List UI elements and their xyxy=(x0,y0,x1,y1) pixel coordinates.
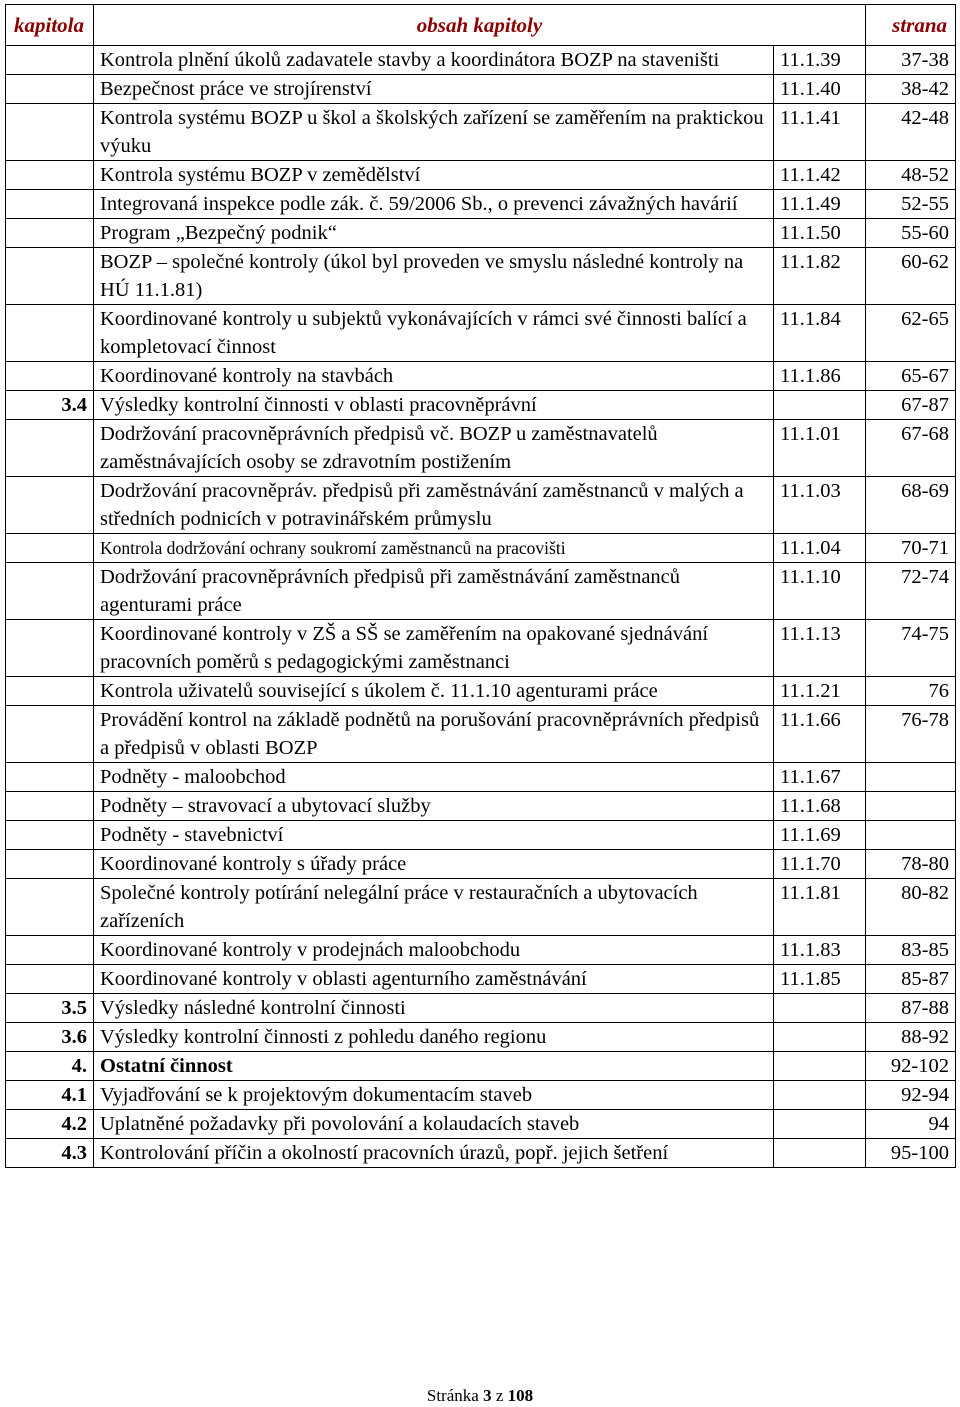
toc-row xyxy=(6,161,956,190)
page-range: 72-74 xyxy=(866,563,956,620)
task-code xyxy=(774,1081,866,1110)
toc-row xyxy=(6,1023,956,1052)
chapter-number xyxy=(6,190,94,219)
page-range: 88-92 xyxy=(866,1023,956,1052)
toc-row xyxy=(6,1052,956,1081)
toc-row xyxy=(6,965,956,994)
chapter-number: 4.2 xyxy=(6,1110,94,1139)
page-range: 60-62 xyxy=(866,248,956,305)
chapter-title: Bezpečnost práce ve strojírenství xyxy=(94,75,774,104)
chapter-number: 3.5 xyxy=(6,994,94,1023)
chapter-title: Koordinované kontroly v prodejnách maloobchodu xyxy=(94,936,774,965)
toc-row xyxy=(6,305,956,362)
toc-row xyxy=(6,391,956,420)
page-range: 94 xyxy=(866,1110,956,1139)
chapter-number xyxy=(6,677,94,706)
footer-mid: z xyxy=(495,1386,504,1405)
header-kapitola: kapitola xyxy=(6,5,94,46)
task-code: 11.1.68 xyxy=(774,792,866,821)
task-code: 11.1.50 xyxy=(774,219,866,248)
task-code xyxy=(774,1052,866,1081)
chapter-title: Kontrola systému BOZP v zemědělství xyxy=(94,161,774,190)
task-code: 11.1.86 xyxy=(774,362,866,391)
task-code: 11.1.82 xyxy=(774,248,866,305)
task-code: 11.1.83 xyxy=(774,936,866,965)
page-range: 74-75 xyxy=(866,620,956,677)
task-code: 11.1.03 xyxy=(774,477,866,534)
chapter-title: Kontrola uživatelů související s úkolem č. 11.1.10 agenturami práce xyxy=(94,677,774,706)
page-range: 85-87 xyxy=(866,965,956,994)
chapter-number xyxy=(6,936,94,965)
chapter-number: 4.1 xyxy=(6,1081,94,1110)
page-range: 38-42 xyxy=(866,75,956,104)
table-of-contents xyxy=(5,4,956,1168)
page-range: 67-87 xyxy=(866,391,956,420)
chapter-title: Koordinované kontroly s úřady práce xyxy=(94,850,774,879)
page-range: 83-85 xyxy=(866,936,956,965)
task-code: 11.1.42 xyxy=(774,161,866,190)
toc-row xyxy=(6,104,956,161)
page-range: 42-48 xyxy=(866,104,956,161)
page-range: 55-60 xyxy=(866,219,956,248)
toc-row xyxy=(6,677,956,706)
chapter-number: 3.6 xyxy=(6,1023,94,1052)
task-code: 11.1.49 xyxy=(774,190,866,219)
task-code: 11.1.21 xyxy=(774,677,866,706)
toc-row xyxy=(6,763,956,792)
chapter-title: Ostatní činnost xyxy=(94,1052,774,1081)
toc-row xyxy=(6,879,956,936)
chapter-number xyxy=(6,763,94,792)
page-range: 80-82 xyxy=(866,879,956,936)
task-code: 11.1.01 xyxy=(774,420,866,477)
footer-page-number: 3 xyxy=(483,1386,492,1405)
page-range xyxy=(866,763,956,792)
task-code xyxy=(774,994,866,1023)
chapter-number xyxy=(6,965,94,994)
chapter-title: BOZP – společné kontroly (úkol byl proveden ve smyslu následné kontroly na HÚ 11.1.81) xyxy=(94,248,774,305)
chapter-title: Koordinované kontroly v oblasti agenturního zaměstnávání xyxy=(94,965,774,994)
toc-row xyxy=(6,534,956,563)
chapter-title: Podněty - maloobchod xyxy=(94,763,774,792)
page-range: 52-55 xyxy=(866,190,956,219)
toc-row xyxy=(6,792,956,821)
page-range: 65-67 xyxy=(866,362,956,391)
toc-row xyxy=(6,620,956,677)
toc-row xyxy=(6,821,956,850)
toc-row xyxy=(6,994,956,1023)
chapter-number xyxy=(6,219,94,248)
footer-total-pages: 108 xyxy=(507,1386,534,1405)
page-range: 87-88 xyxy=(866,994,956,1023)
page-range: 92-102 xyxy=(866,1052,956,1081)
toc-row xyxy=(6,1139,956,1168)
toc-row xyxy=(6,1110,956,1139)
chapter-number: 4. xyxy=(6,1052,94,1081)
toc-row xyxy=(6,190,956,219)
footer-prefix: Stránka xyxy=(426,1386,479,1405)
chapter-number: 4.3 xyxy=(6,1139,94,1168)
task-code: 11.1.41 xyxy=(774,104,866,161)
page-range: 70-71 xyxy=(866,534,956,563)
chapter-title: Dodržování pracovněprávních předpisů vč. BOZP u zaměstnavatelů zaměstnávajících osoby se zdravotním postižením xyxy=(94,420,774,477)
task-code: 11.1.70 xyxy=(774,850,866,879)
task-code: 11.1.04 xyxy=(774,534,866,563)
header-obsah: obsah kapitoly xyxy=(94,5,866,46)
chapter-number xyxy=(6,104,94,161)
chapter-number xyxy=(6,879,94,936)
chapter-number xyxy=(6,477,94,534)
page-range: 37-38 xyxy=(866,46,956,75)
chapter-number xyxy=(6,248,94,305)
toc-row xyxy=(6,75,956,104)
toc-row xyxy=(6,362,956,391)
toc-row xyxy=(6,248,956,305)
chapter-title: Koordinované kontroly na stavbách xyxy=(94,362,774,391)
chapter-title: Podněty – stravovací a ubytovací služby xyxy=(94,792,774,821)
page-range: 76 xyxy=(866,677,956,706)
chapter-title: Vyjadřování se k projektovým dokumentacím staveb xyxy=(94,1081,774,1110)
chapter-number xyxy=(6,850,94,879)
task-code: 11.1.81 xyxy=(774,879,866,936)
chapter-number xyxy=(6,534,94,563)
page-range xyxy=(866,821,956,850)
chapter-title: Podněty - stavebnictví xyxy=(94,821,774,850)
toc-header-row xyxy=(6,5,956,46)
toc-row xyxy=(6,46,956,75)
task-code: 11.1.13 xyxy=(774,620,866,677)
chapter-number xyxy=(6,821,94,850)
chapter-title: Kontrolování příčin a okolností pracovních úrazů, popř. jejich šetření xyxy=(94,1139,774,1168)
chapter-title: Integrovaná inspekce podle zák. č. 59/2006 Sb., o prevenci závažných havárií xyxy=(94,190,774,219)
chapter-title: Dodržování pracovněprávních předpisů při zaměstnávání zaměstnanců agenturami práce xyxy=(94,563,774,620)
toc-row xyxy=(6,1081,956,1110)
page-range: 92-94 xyxy=(866,1081,956,1110)
chapter-title: Kontrola plnění úkolů zadavatele stavby a koordinátora BOZP na staveništi xyxy=(94,46,774,75)
task-code: 11.1.85 xyxy=(774,965,866,994)
chapter-number xyxy=(6,620,94,677)
chapter-number xyxy=(6,706,94,763)
page-range: 76-78 xyxy=(866,706,956,763)
page-range: 62-65 xyxy=(866,305,956,362)
toc-row xyxy=(6,563,956,620)
chapter-number xyxy=(6,792,94,821)
task-code: 11.1.84 xyxy=(774,305,866,362)
task-code: 11.1.40 xyxy=(774,75,866,104)
chapter-title: Provádění kontrol na základě podnětů na porušování pracovněprávních předpisů a předpisů v oblasti BOZP xyxy=(94,706,774,763)
toc-row xyxy=(6,420,956,477)
toc-row xyxy=(6,936,956,965)
chapter-number xyxy=(6,362,94,391)
task-code xyxy=(774,1110,866,1139)
task-code: 11.1.39 xyxy=(774,46,866,75)
chapter-title: Výsledky následné kontrolní činnosti xyxy=(94,994,774,1023)
page-range: 68-69 xyxy=(866,477,956,534)
chapter-title: Výsledky kontrolní činnosti v oblasti pracovněprávní xyxy=(94,391,774,420)
chapter-title: Koordinované kontroly u subjektů vykonávajících v rámci své činnosti balící a kompletovací činnost xyxy=(94,305,774,362)
chapter-title: Program „Bezpečný podnik“ xyxy=(94,219,774,248)
page-range: 48-52 xyxy=(866,161,956,190)
chapter-number: 3.4 xyxy=(6,391,94,420)
chapter-number xyxy=(6,75,94,104)
toc-row xyxy=(6,477,956,534)
task-code: 11.1.66 xyxy=(774,706,866,763)
toc-row xyxy=(6,850,956,879)
chapter-number xyxy=(6,46,94,75)
header-strana: strana xyxy=(866,5,956,46)
chapter-title: Výsledky kontrolní činnosti z pohledu daného regionu xyxy=(94,1023,774,1052)
chapter-title: Uplatněné požadavky při povolování a kolaudacích staveb xyxy=(94,1110,774,1139)
chapter-title: Kontrola dodržování ochrany soukromí zaměstnanců na pracovišti xyxy=(94,534,774,563)
task-code: 11.1.67 xyxy=(774,763,866,792)
chapter-number xyxy=(6,563,94,620)
toc-row xyxy=(6,706,956,763)
task-code: 11.1.69 xyxy=(774,821,866,850)
page-range: 95-100 xyxy=(866,1139,956,1168)
page-footer xyxy=(0,1385,960,1407)
task-code xyxy=(774,1139,866,1168)
chapter-title: Dodržování pracovněpráv. předpisů při zaměstnávání zaměstnanců v malých a středních podnicích v potravinářském průmyslu xyxy=(94,477,774,534)
chapter-title: Společné kontroly potírání nelegální práce v restauračních a ubytovacích zařízeních xyxy=(94,879,774,936)
task-code: 11.1.10 xyxy=(774,563,866,620)
toc-row xyxy=(6,219,956,248)
chapter-title: Kontrola systému BOZP u škol a školských zařízení se zaměřením na praktickou výuku xyxy=(94,104,774,161)
chapter-title: Koordinované kontroly v ZŠ a SŠ se zaměřením na opakované sjednávání pracovních poměrů s pedagogickými zaměstnanci xyxy=(94,620,774,677)
chapter-number xyxy=(6,420,94,477)
task-code xyxy=(774,1023,866,1052)
task-code xyxy=(774,391,866,420)
page-range: 67-68 xyxy=(866,420,956,477)
chapter-number xyxy=(6,161,94,190)
page-range xyxy=(866,792,956,821)
chapter-number xyxy=(6,305,94,362)
page-range: 78-80 xyxy=(866,850,956,879)
